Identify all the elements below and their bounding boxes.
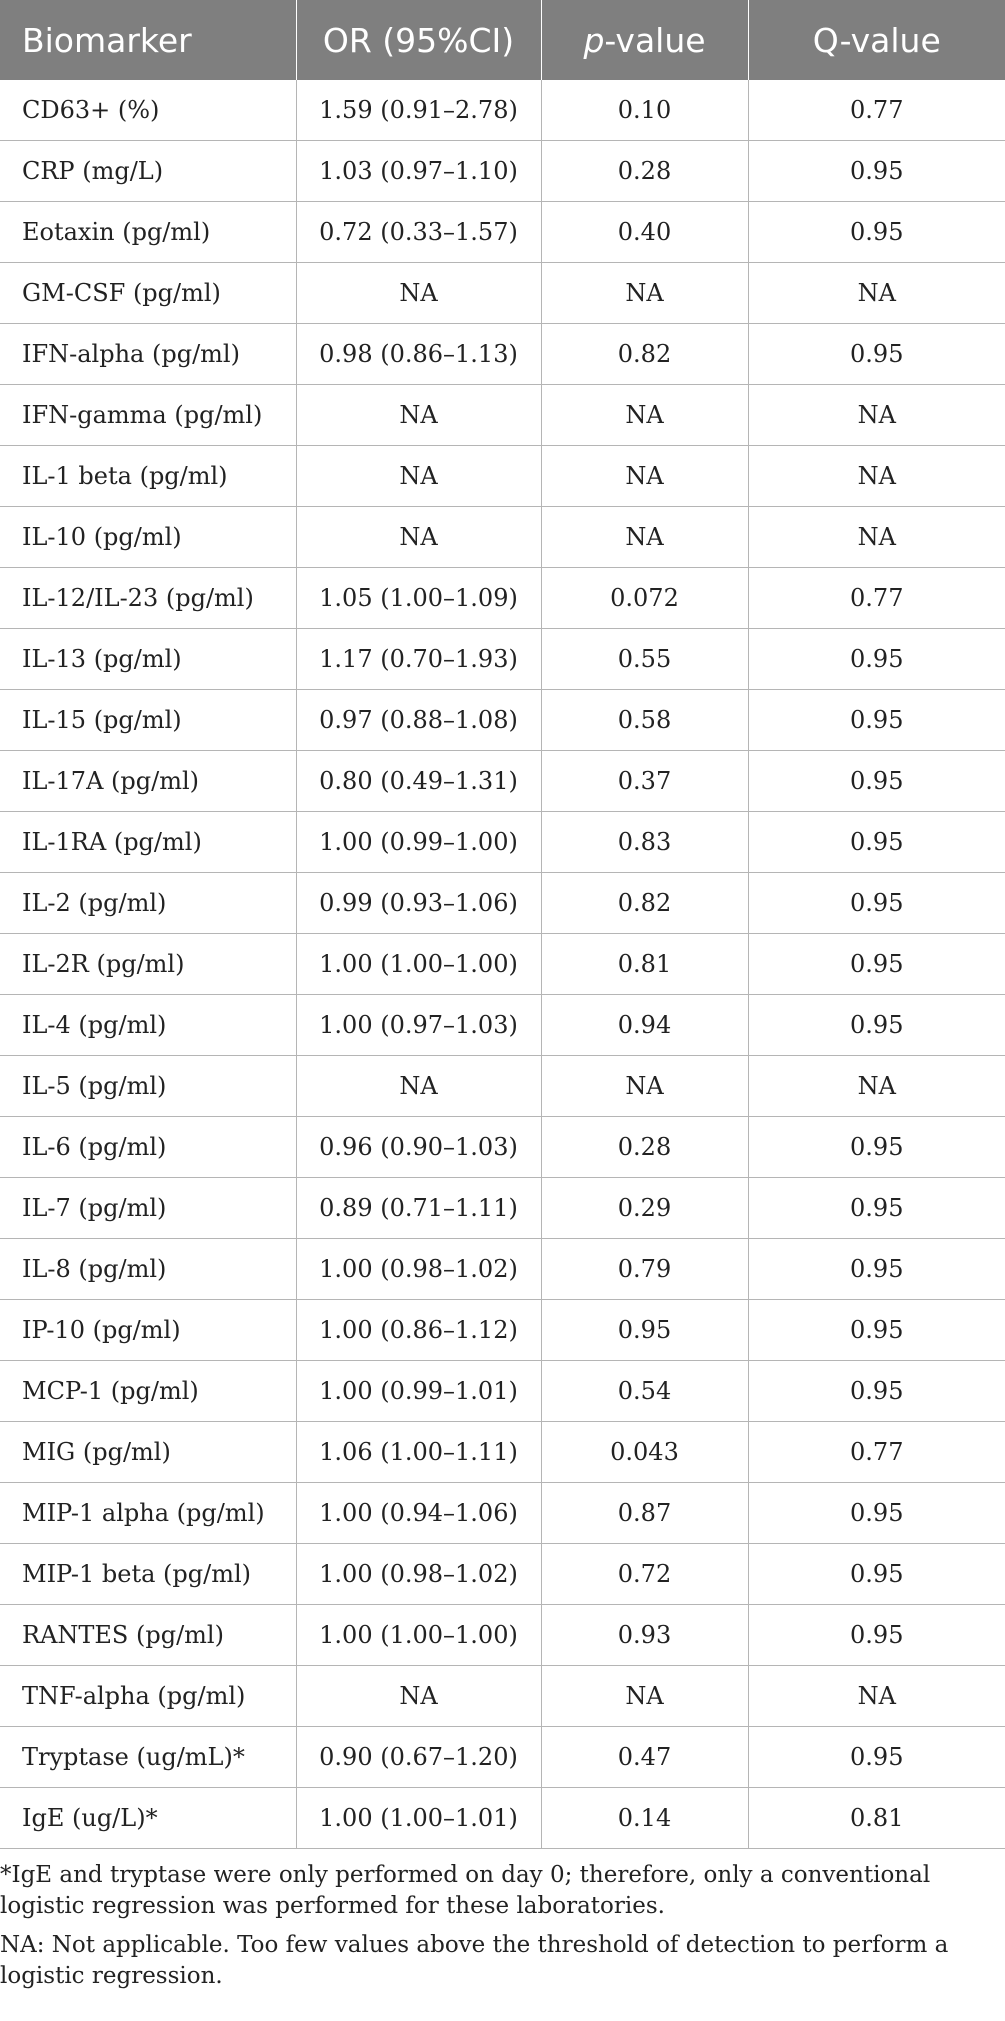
cell-biomarker: IL-12/IL-23 (pg/ml) — [0, 568, 296, 629]
cell-biomarker: CRP (mg/L) — [0, 141, 296, 202]
cell-q-value: 0.95 — [748, 1727, 1005, 1788]
cell-q-value: 0.95 — [748, 629, 1005, 690]
table-row — [0, 1300, 1005, 1361]
cell-biomarker: IL-5 (pg/ml) — [0, 1056, 296, 1117]
header-p-rest: -value — [604, 20, 706, 60]
cell-p-value: NA — [541, 1666, 748, 1727]
cell-p-value: 0.55 — [541, 629, 748, 690]
cell-biomarker: IL-2R (pg/ml) — [0, 934, 296, 995]
table-row — [0, 812, 1005, 873]
table-row — [0, 873, 1005, 934]
cell-q-value: 0.95 — [748, 1483, 1005, 1544]
cell-p-value: 0.93 — [541, 1605, 748, 1666]
cell-q-value: 0.95 — [748, 1361, 1005, 1422]
cell-p-value: 0.79 — [541, 1239, 748, 1300]
table-row — [0, 751, 1005, 812]
cell-biomarker: IL-4 (pg/ml) — [0, 995, 296, 1056]
table-row — [0, 1422, 1005, 1483]
cell-biomarker: IL-10 (pg/ml) — [0, 507, 296, 568]
cell-or: 0.72 (0.33–1.57) — [296, 202, 541, 263]
cell-or: 1.00 (1.00–1.00) — [296, 1605, 541, 1666]
cell-p-value: 0.29 — [541, 1178, 748, 1239]
cell-q-value: NA — [748, 507, 1005, 568]
cell-p-value: 0.87 — [541, 1483, 748, 1544]
header-p-italic: p — [583, 20, 605, 60]
table-row — [0, 1788, 1005, 1849]
footnote-asterisk: *IgE and tryptase were only performed on day 0; therefore, only a conventional logistic regression was performed for these laboratories. — [0, 1862, 931, 1919]
cell-biomarker: IL-17A (pg/ml) — [0, 751, 296, 812]
cell-biomarker: IL-13 (pg/ml) — [0, 629, 296, 690]
cell-p-value: 0.72 — [541, 1544, 748, 1605]
table-row — [0, 1483, 1005, 1544]
cell-biomarker: MIP-1 beta (pg/ml) — [0, 1544, 296, 1605]
table-row — [0, 324, 1005, 385]
cell-or: NA — [296, 507, 541, 568]
cell-p-value: 0.10 — [541, 80, 748, 141]
cell-p-value: 0.40 — [541, 202, 748, 263]
table-row — [0, 1361, 1005, 1422]
cell-or: 1.03 (0.97–1.10) — [296, 141, 541, 202]
cell-p-value: 0.28 — [541, 1117, 748, 1178]
cell-p-value: NA — [541, 507, 748, 568]
cell-or: 1.00 (0.99–1.01) — [296, 1361, 541, 1422]
table-row — [0, 629, 1005, 690]
cell-q-value: 0.95 — [748, 751, 1005, 812]
cell-or: NA — [296, 263, 541, 324]
cell-q-value: 0.95 — [748, 1300, 1005, 1361]
cell-q-value: 0.95 — [748, 934, 1005, 995]
table-row — [0, 141, 1005, 202]
cell-biomarker: IFN-alpha (pg/ml) — [0, 324, 296, 385]
cell-biomarker: IL-7 (pg/ml) — [0, 1178, 296, 1239]
cell-or: NA — [296, 1056, 541, 1117]
cell-q-value: 0.77 — [748, 1422, 1005, 1483]
cell-p-value: 0.81 — [541, 934, 748, 995]
cell-or: 1.00 (0.98–1.02) — [296, 1239, 541, 1300]
cell-biomarker: MIG (pg/ml) — [0, 1422, 296, 1483]
cell-or: 1.00 (0.98–1.02) — [296, 1544, 541, 1605]
table-row — [0, 1239, 1005, 1300]
cell-or: 0.99 (0.93–1.06) — [296, 873, 541, 934]
cell-biomarker: IL-2 (pg/ml) — [0, 873, 296, 934]
cell-or: 1.17 (0.70–1.93) — [296, 629, 541, 690]
cell-or: NA — [296, 446, 541, 507]
cell-p-value: 0.37 — [541, 751, 748, 812]
cell-q-value: 0.95 — [748, 1117, 1005, 1178]
cell-or: 1.59 (0.91–2.78) — [296, 80, 541, 141]
cell-q-value: NA — [748, 1666, 1005, 1727]
cell-or: 0.97 (0.88–1.08) — [296, 690, 541, 751]
header-p-value — [541, 0, 748, 80]
cell-or: NA — [296, 385, 541, 446]
table-row — [0, 263, 1005, 324]
cell-p-value: NA — [541, 446, 748, 507]
cell-p-value: 0.83 — [541, 812, 748, 873]
cell-q-value: 0.95 — [748, 141, 1005, 202]
cell-biomarker: IgE (ug/L)* — [0, 1788, 296, 1849]
cell-q-value: 0.95 — [748, 690, 1005, 751]
cell-p-value: 0.043 — [541, 1422, 748, 1483]
cell-q-value: 0.95 — [748, 1178, 1005, 1239]
cell-p-value: 0.072 — [541, 568, 748, 629]
cell-or: 0.90 (0.67–1.20) — [296, 1727, 541, 1788]
cell-q-value: NA — [748, 1056, 1005, 1117]
cell-or: 1.00 (0.99–1.00) — [296, 812, 541, 873]
cell-q-value: 0.95 — [748, 873, 1005, 934]
cell-p-value: 0.95 — [541, 1300, 748, 1361]
cell-q-value: 0.95 — [748, 1605, 1005, 1666]
table-row — [0, 1666, 1005, 1727]
footnote-na: NA: Not applicable. Too few values above the threshold of detection to perform a logistic regression. — [0, 1932, 949, 1989]
table-row — [0, 1605, 1005, 1666]
table-row — [0, 995, 1005, 1056]
cell-or: NA — [296, 1666, 541, 1727]
table-row — [0, 446, 1005, 507]
cell-or: 1.00 (1.00–1.00) — [296, 934, 541, 995]
cell-q-value: 0.81 — [748, 1788, 1005, 1849]
table-row — [0, 1056, 1005, 1117]
cell-biomarker: Eotaxin (pg/ml) — [0, 202, 296, 263]
cell-or: 0.96 (0.90–1.03) — [296, 1117, 541, 1178]
table-row — [0, 507, 1005, 568]
header-biomarker: Biomarker — [0, 0, 296, 80]
cell-q-value: NA — [748, 446, 1005, 507]
cell-biomarker: TNF-alpha (pg/ml) — [0, 1666, 296, 1727]
table-row — [0, 1544, 1005, 1605]
cell-biomarker: IL-1 beta (pg/ml) — [0, 446, 296, 507]
table-header — [0, 0, 1005, 80]
table-body — [0, 80, 1005, 1849]
cell-biomarker: IFN-gamma (pg/ml) — [0, 385, 296, 446]
cell-p-value: 0.28 — [541, 141, 748, 202]
cell-biomarker: IL-6 (pg/ml) — [0, 1117, 296, 1178]
cell-biomarker: IL-8 (pg/ml) — [0, 1239, 296, 1300]
footnotes — [0, 1860, 1000, 2000]
cell-q-value: 0.95 — [748, 1239, 1005, 1300]
cell-biomarker: MCP-1 (pg/ml) — [0, 1361, 296, 1422]
cell-q-value: 0.95 — [748, 812, 1005, 873]
cell-biomarker: MIP-1 alpha (pg/ml) — [0, 1483, 296, 1544]
cell-or: 1.00 (0.94–1.06) — [296, 1483, 541, 1544]
cell-or: 0.89 (0.71–1.11) — [296, 1178, 541, 1239]
cell-biomarker: CD63+ (%) — [0, 80, 296, 141]
cell-q-value: 0.77 — [748, 80, 1005, 141]
cell-q-value: 0.95 — [748, 324, 1005, 385]
cell-or: 1.00 (1.00–1.01) — [296, 1788, 541, 1849]
cell-p-value: 0.47 — [541, 1727, 748, 1788]
table-row — [0, 1178, 1005, 1239]
table-row — [0, 690, 1005, 751]
table-row — [0, 80, 1005, 141]
header-row — [0, 0, 1005, 80]
table-row — [0, 1727, 1005, 1788]
header-or: OR (95%CI) — [296, 0, 541, 80]
table-row — [0, 202, 1005, 263]
cell-q-value: NA — [748, 263, 1005, 324]
cell-or: 0.98 (0.86–1.13) — [296, 324, 541, 385]
cell-or: 1.06 (1.00–1.11) — [296, 1422, 541, 1483]
cell-biomarker: GM-CSF (pg/ml) — [0, 263, 296, 324]
cell-or: 1.05 (1.00–1.09) — [296, 568, 541, 629]
table-row — [0, 934, 1005, 995]
cell-q-value: 0.95 — [748, 995, 1005, 1056]
cell-p-value: 0.54 — [541, 1361, 748, 1422]
cell-p-value: 0.82 — [541, 873, 748, 934]
cell-biomarker: Tryptase (ug/mL)* — [0, 1727, 296, 1788]
cell-p-value: 0.14 — [541, 1788, 748, 1849]
cell-p-value: NA — [541, 263, 748, 324]
cell-p-value: 0.58 — [541, 690, 748, 751]
cell-biomarker: IL-1RA (pg/ml) — [0, 812, 296, 873]
cell-biomarker: RANTES (pg/ml) — [0, 1605, 296, 1666]
cell-or: 0.80 (0.49–1.31) — [296, 751, 541, 812]
cell-p-value: 0.82 — [541, 324, 748, 385]
cell-or: 1.00 (0.97–1.03) — [296, 995, 541, 1056]
cell-or: 1.00 (0.86–1.12) — [296, 1300, 541, 1361]
cell-q-value: 0.77 — [748, 568, 1005, 629]
cell-p-value: NA — [541, 385, 748, 446]
header-q-value: Q-value — [748, 0, 1005, 80]
cell-biomarker: IP-10 (pg/ml) — [0, 1300, 296, 1361]
cell-q-value: 0.95 — [748, 1544, 1005, 1605]
cell-q-value: NA — [748, 385, 1005, 446]
cell-q-value: 0.95 — [748, 202, 1005, 263]
table-row — [0, 568, 1005, 629]
table-row — [0, 385, 1005, 446]
cell-p-value: 0.94 — [541, 995, 748, 1056]
cell-biomarker: IL-15 (pg/ml) — [0, 690, 296, 751]
cell-p-value: NA — [541, 1056, 748, 1117]
table-row — [0, 1117, 1005, 1178]
